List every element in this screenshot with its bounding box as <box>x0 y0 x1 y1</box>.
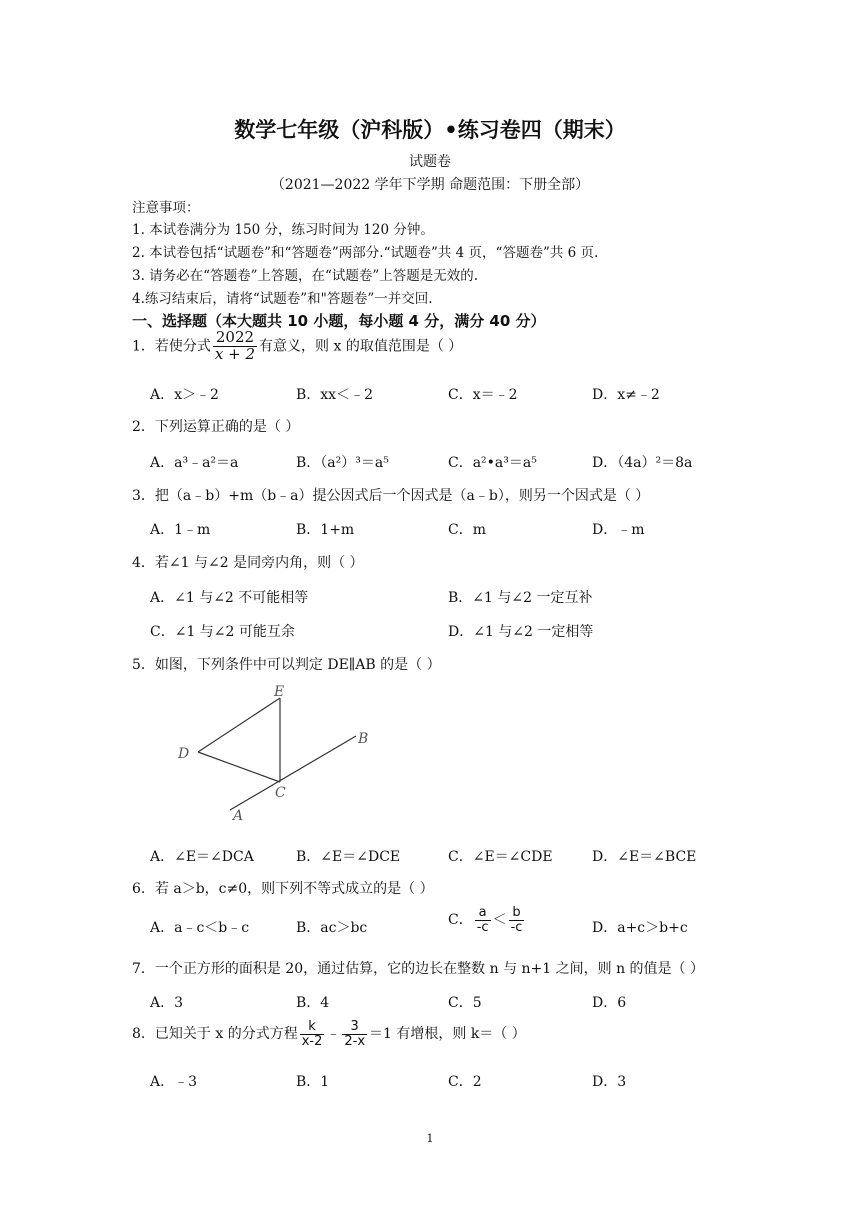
q4-option-b[interactable]: B．∠1 与∠2 一定互补 <box>448 590 593 606</box>
exam-range: （2021—2022 学年下学期 命题范围：下册全部） <box>270 177 590 193</box>
label-d: D <box>178 746 190 762</box>
q5-option-d[interactable]: D．∠E＝∠BCE <box>592 849 697 865</box>
q1-option-c[interactable]: C．x＝﹣2 <box>448 387 518 403</box>
question-5-stem: 5．如图，下列条件中可以判定 DE∥AB 的是（ ） <box>132 657 441 673</box>
q1-option-d[interactable]: D．x≠﹣2 <box>592 387 660 403</box>
q4-option-a[interactable]: A．∠1 与∠2 不可能相等 <box>150 590 309 606</box>
q8-option-c[interactable]: C．2 <box>448 1074 482 1090</box>
question-6-stem: 6．若 a＞b，c≠0，则下列不等式成立的是（ ） <box>132 881 434 897</box>
page-number: 1 <box>426 1132 434 1145</box>
q3-option-b[interactable]: B．1+m <box>296 522 355 538</box>
q8-fraction-1: $\frac{k}{x-2}$ <box>301 1019 323 1049</box>
q5-option-b[interactable]: B．∠E＝∠DCE <box>296 849 401 865</box>
q8-option-d[interactable]: D．3 <box>592 1074 627 1090</box>
question-1-stem: 1．若使分式 $\frac{2022}{x + 2}$ 有意义，则 x 的取值范围是（ ） <box>132 328 463 363</box>
q1-option-b[interactable]: B．xx＜﹣2 <box>296 387 373 403</box>
q1-option-a[interactable]: A．x＞﹣2 <box>150 387 219 403</box>
q6-option-a[interactable]: A．a﹣c＜b﹣c <box>150 920 250 936</box>
q8-option-a[interactable]: A．﹣3 <box>150 1074 198 1090</box>
notes-heading: 注意事项： <box>132 200 200 216</box>
q5-option-c[interactable]: C．∠E＝∠CDE <box>448 849 553 865</box>
note-item-2: 2. 本试卷包括“试题卷”和“答题卷”两部分.“试题卷”共 4 页，“答题卷”共 6 页. <box>132 245 599 261</box>
q3-option-a[interactable]: A．1﹣m <box>150 522 211 538</box>
question-7-stem: 7．一个正方形的面积是 20，通过估算，它的边长在整数 n 与 n+1 之间，则 n 的值是（ ） <box>132 961 705 977</box>
question-2-stem: 2．下列运算正确的是（ ） <box>132 419 300 435</box>
q2-option-b[interactable]: B．（a²）³＝a⁵ <box>296 455 389 471</box>
q6-option-b[interactable]: B．ac＞bc <box>296 920 368 936</box>
note-item-3: 3. 请务必在“答题卷”上答题，在“试题卷”上答题是无效的. <box>132 268 479 284</box>
note-item-4: 4.练习结束后，请将“试题卷”和"答题卷”一并交回. <box>132 291 433 307</box>
label-c: C <box>275 785 286 801</box>
q7-option-b[interactable]: B．4 <box>296 995 330 1011</box>
q6-fraction-b: $\frac{b}{-c}$ <box>510 905 523 935</box>
note-item-1: 1. 本试卷满分为 150 分，练习时间为 120 分钟。 <box>132 222 434 238</box>
question-8-stem: 8．已知关于 x 的分式方程 $\frac{k}{x-2}$ ﹣ $\frac{3}{2-x}$ ＝1 有增根，则 k＝（ ） <box>132 1019 526 1049</box>
q5-figure <box>170 680 390 830</box>
label-e: E <box>274 684 285 700</box>
q4-option-c[interactable]: C．∠1 与∠2 可能互余 <box>150 624 295 640</box>
segment-dc <box>198 752 280 782</box>
q3-option-c[interactable]: C．m <box>448 522 486 538</box>
q7-option-c[interactable]: C．5 <box>448 995 482 1011</box>
question-4-stem: 4．若∠1 与∠2 是同旁内角，则（ ） <box>132 555 364 571</box>
q8-option-b[interactable]: B．1 <box>296 1074 330 1090</box>
q6-option-d[interactable]: D．a+c＞b+c <box>592 920 688 936</box>
line-ab <box>230 736 356 810</box>
q7-option-a[interactable]: A．3 <box>150 995 184 1011</box>
q6-option-c[interactable]: C． $\frac{a}{-c}$ ＜ $\frac{b}{-c}$ <box>448 905 523 935</box>
q7-option-d[interactable]: D．6 <box>592 995 627 1011</box>
question-3-stem: 3．把（a﹣b）+m（b﹣a）提公因式后一个因式是（a﹣b），则另一个因式是（ ） <box>132 488 650 504</box>
q1-fraction: $\frac{2022}{x + 2}$ <box>214 328 256 363</box>
q2-option-c[interactable]: C．a²•a³＝a⁵ <box>448 455 537 471</box>
q4-option-d[interactable]: D．∠1 与∠2 一定相等 <box>448 624 594 640</box>
q2-option-d[interactable]: D．（4a）²＝8a <box>592 455 693 471</box>
q3-option-d[interactable]: D．﹣m <box>592 522 645 538</box>
label-b: B <box>358 731 369 747</box>
q2-option-a[interactable]: A．a³﹣a²＝a <box>150 455 239 471</box>
label-a: A <box>233 808 244 824</box>
segment-ed <box>198 698 280 752</box>
q6-fraction-a: $\frac{a}{-c}$ <box>476 905 489 935</box>
page-subtitle: 试题卷 <box>409 154 451 170</box>
q8-fraction-2: $\frac{3}{2-x}$ <box>344 1019 366 1049</box>
q5-option-a[interactable]: A．∠E＝∠DCA <box>150 849 254 865</box>
section-heading: 一、选择题（本大题共 10 小题，每小题 4 分，满分 40 分） <box>132 312 546 330</box>
page-title: 数学七年级（沪科版）•练习卷四（期末） <box>234 118 626 142</box>
